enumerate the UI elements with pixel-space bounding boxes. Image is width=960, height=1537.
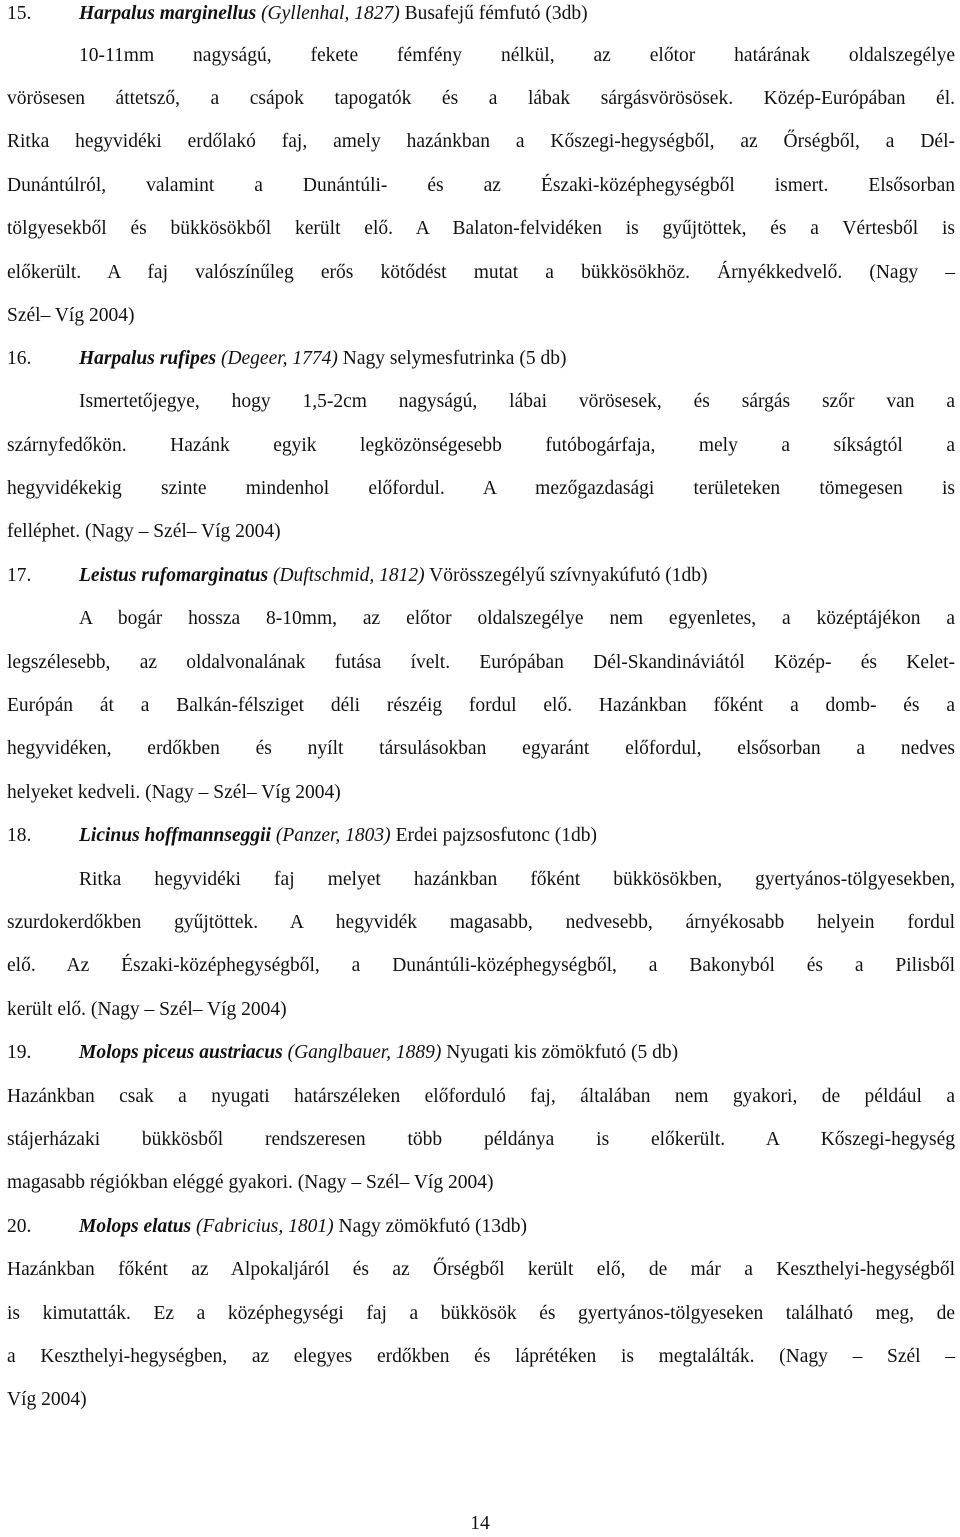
paragraph-line: helyeket kedveli. (Nagy – Szél– Víg 2004)	[7, 782, 341, 803]
paragraph-line: Víg 2004)	[7, 1389, 87, 1410]
paragraph-line: 10-11mm nagyságú, fekete fémfény nélkül, az előtor határának oldalszegélye	[79, 45, 955, 66]
paragraph-line: tölgyesekből és bükkösökből került elő. A Balaton-felvidéken is gyűjtöttek, és a Vértesből is	[7, 218, 955, 239]
paragraph-line: Ritka hegyvidéki faj melyet hazánkban főként bükkösökben, gyertyános-tölgyesekben,	[79, 869, 955, 890]
paragraph-line: szárnyfedőkön. Hazánk egyik legközönségesebb futóbogárfaja, mely a síkságtól a	[7, 435, 955, 456]
species-name: Harpalus rufipes	[79, 348, 217, 369]
entry-heading	[7, 1031, 955, 1075]
species-name: Molops elatus	[79, 1216, 192, 1237]
paragraph-line: Hazánkban főként az Alpokaljáról és az Őrségből került elő, de már a Keszthelyi-hegységből	[7, 1259, 955, 1280]
paragraph-line: legszélesebb, az oldalvonalának futása ívelt. Európában Dél-Skandináviától Közép- és Kelet-	[7, 652, 955, 673]
entry-heading	[7, 1205, 955, 1249]
entry-number: 15.	[7, 3, 32, 24]
entry-heading	[7, 0, 955, 36]
paragraph-line: került elő. (Nagy – Szél– Víg 2004)	[7, 999, 287, 1020]
common-name: Busafejű fémfutó (3db)	[404, 3, 588, 24]
common-name: Nagy zömökfutó (13db)	[338, 1216, 527, 1237]
common-name: Nyugati kis zömökfutó (5 db)	[446, 1042, 679, 1063]
paragraph-line: Hazánkban csak a nyugati határszéleken előforduló faj, általában nem gyakori, de például a	[7, 1086, 955, 1107]
entry-number: 20.	[7, 1216, 32, 1237]
species-author: (Gyllenhal, 1827)	[261, 3, 400, 24]
species-name: Molops piceus austriacus	[79, 1042, 283, 1063]
paragraph-line: elő. Az Északi-középhegységből, a Dunántúli-középhegységből, a Bakonyból és a Pilisből	[7, 955, 955, 976]
species-name: Harpalus marginellus	[79, 3, 257, 24]
common-name: Nagy selymesfutrinka (5 db)	[342, 348, 567, 369]
paragraph-line: magasabb régiókban eléggé gyakori. (Nagy – Szél– Víg 2004)	[7, 1172, 494, 1193]
paragraph-line: hegyvidéken, erdőkben és nyílt társulásokban egyaránt előfordul, elsősorban a nedves	[7, 738, 955, 759]
species-author: (Panzer, 1803)	[275, 825, 391, 846]
species-author: (Ganglbauer, 1889)	[287, 1042, 442, 1063]
page-number: 14	[470, 1513, 490, 1534]
species-name: Licinus hoffmannseggii	[79, 825, 271, 846]
paragraph-line: Európán át a Balkán-félsziget déli részéig fordul elő. Hazánkban főként a domb- és a	[7, 695, 955, 716]
common-name: Erdei pajzsosfutonc (1db)	[395, 825, 597, 846]
entry-number: 16.	[7, 348, 32, 369]
species-author: (Fabricius, 1801)	[196, 1216, 334, 1237]
paragraph-line: A bogár hossza 8-10mm, az előtor oldalszegélye nem egyenletes, a középtájékon a	[79, 608, 955, 629]
paragraph-line: Ritka hegyvidéki erdőlakó faj, amely hazánkban a Kőszegi-hegységből, az Őrségből, a Dél-	[7, 131, 955, 152]
paragraph-line: Dunántúlról, valamint a Dunántúli- és az Északi-középhegységből ismert. Elsősorban	[7, 175, 955, 196]
entry-number: 18.	[7, 825, 32, 846]
paragraph-line: vörösesen áttetsző, a csápok tapogatók és a lábak sárgásvörösösek. Közép-Európában él.	[7, 88, 955, 109]
paragraph-line: Ismertetőjegye, hogy 1,5-2cm nagyságú, lábai vörösesek, és sárgás szőr van a	[79, 391, 955, 412]
common-name: Vörösszegélyű szívnyakúfutó (1db)	[429, 565, 708, 586]
species-author: (Duftschmid, 1812)	[272, 565, 425, 586]
entry-number: 19.	[7, 1042, 32, 1063]
paragraph-line: hegyvidékekig szinte mindenhol előfordul. A mezőgazdasági területeken tömegesen is	[7, 478, 955, 499]
paragraph-line: szurdokerdőkben gyűjtöttek. A hegyvidék magasabb, nedvesebb, árnyékosabb helyein fordul	[7, 912, 955, 933]
paragraph-line: is kimutatták. Ez a középhegységi faj a bükkösök és gyertyános-tölgyeseken található meg, de	[7, 1303, 955, 1324]
paragraph-line: Szél– Víg 2004)	[7, 305, 135, 326]
entry-number: 17.	[7, 565, 32, 586]
entry-heading	[7, 814, 955, 858]
species-name: Leistus rufomarginatus	[79, 565, 269, 586]
paragraph-line: stájerházaki bükkösből rendszeresen több példánya is előkerült. A Kőszegi-hegység	[7, 1129, 955, 1150]
entry-heading	[7, 337, 955, 381]
paragraph-line: előkerült. A faj valószínűleg erős kötődést mutat a bükkösökhöz. Árnyékkedvelő. (Nagy –	[7, 262, 955, 283]
paragraph-line: felléphet. (Nagy – Szél– Víg 2004)	[7, 521, 281, 542]
entry-heading	[7, 554, 955, 598]
paragraph-line: a Keszthelyi-hegységben, az elegyes erdőkben és láprétéken is megtalálták. (Nagy – Szél –	[7, 1346, 955, 1367]
species-author: (Degeer, 1774)	[220, 348, 338, 369]
